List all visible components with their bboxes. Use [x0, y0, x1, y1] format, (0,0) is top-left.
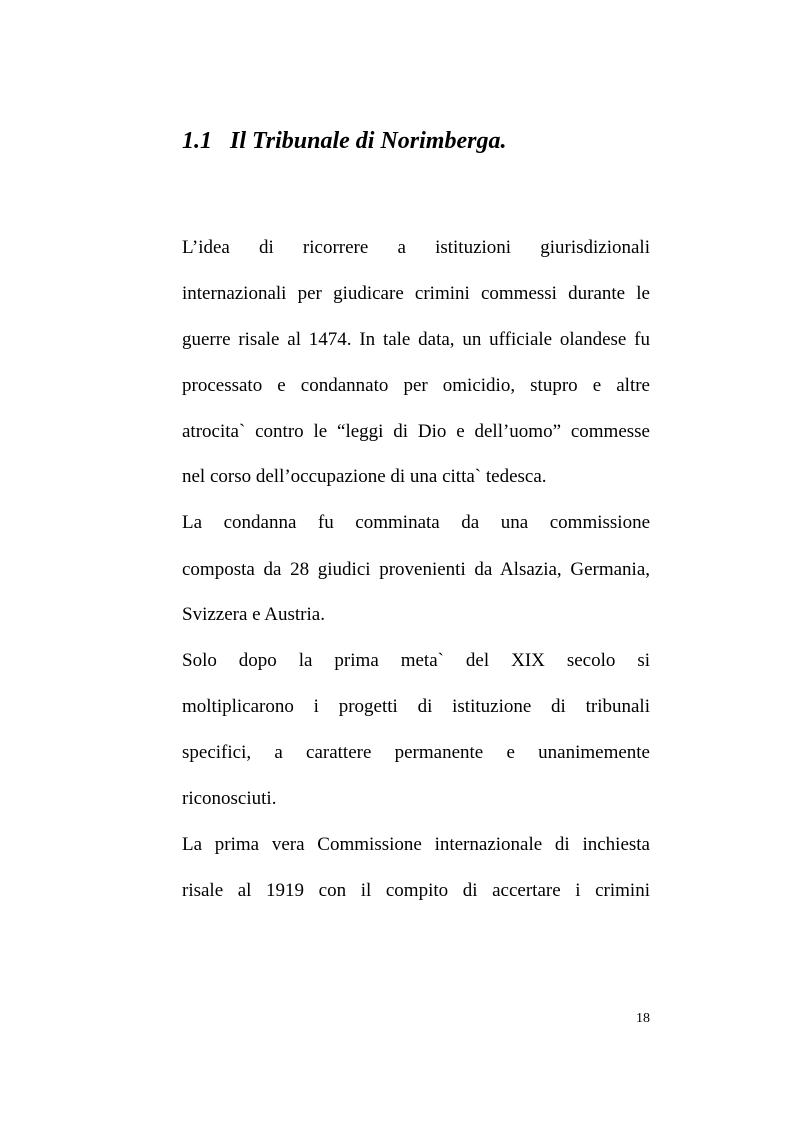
text-line: Solo dopo la prima meta` del XIX secolo si [182, 650, 650, 671]
text-line: internazionali per giudicare crimini commessi durante le [182, 283, 650, 304]
section-heading [182, 124, 506, 158]
section-title: Il Tribunale di Norimberga. [230, 128, 507, 154]
text-line: La prima vera Commissione internazionale di inchiesta [182, 834, 650, 855]
text-line: Svizzera e Austria. [182, 604, 325, 625]
text-line: risale al 1919 con il compito di accertare i crimini [182, 880, 650, 901]
text-line: L’idea di ricorrere a istituzioni giurisdizionali [182, 237, 650, 258]
text-line: specifici, a carattere permanente e unanimemente [182, 742, 650, 763]
text-line: nel corso dell’occupazione di una citta` tedesca. [182, 466, 547, 487]
text-line: moltiplicarono i progetti di istituzione di tribunali [182, 696, 650, 717]
text-line: riconosciuti. [182, 788, 277, 809]
text-line: guerre risale al 1474. In tale data, un ufficiale olandese fu [182, 329, 650, 350]
text-line: processato e condannato per omicidio, stupro e altre [182, 375, 650, 396]
text-line: composta da 28 giudici provenienti da Alsazia, Germania, [182, 559, 650, 580]
text-line: atrocita` contro le “leggi di Dio e dell’uomo” commesse [182, 421, 650, 442]
section-number: 1.1 [182, 128, 212, 154]
text-line: La condanna fu comminata da una commissione [182, 512, 650, 533]
page-number: 18 [636, 1011, 650, 1026]
